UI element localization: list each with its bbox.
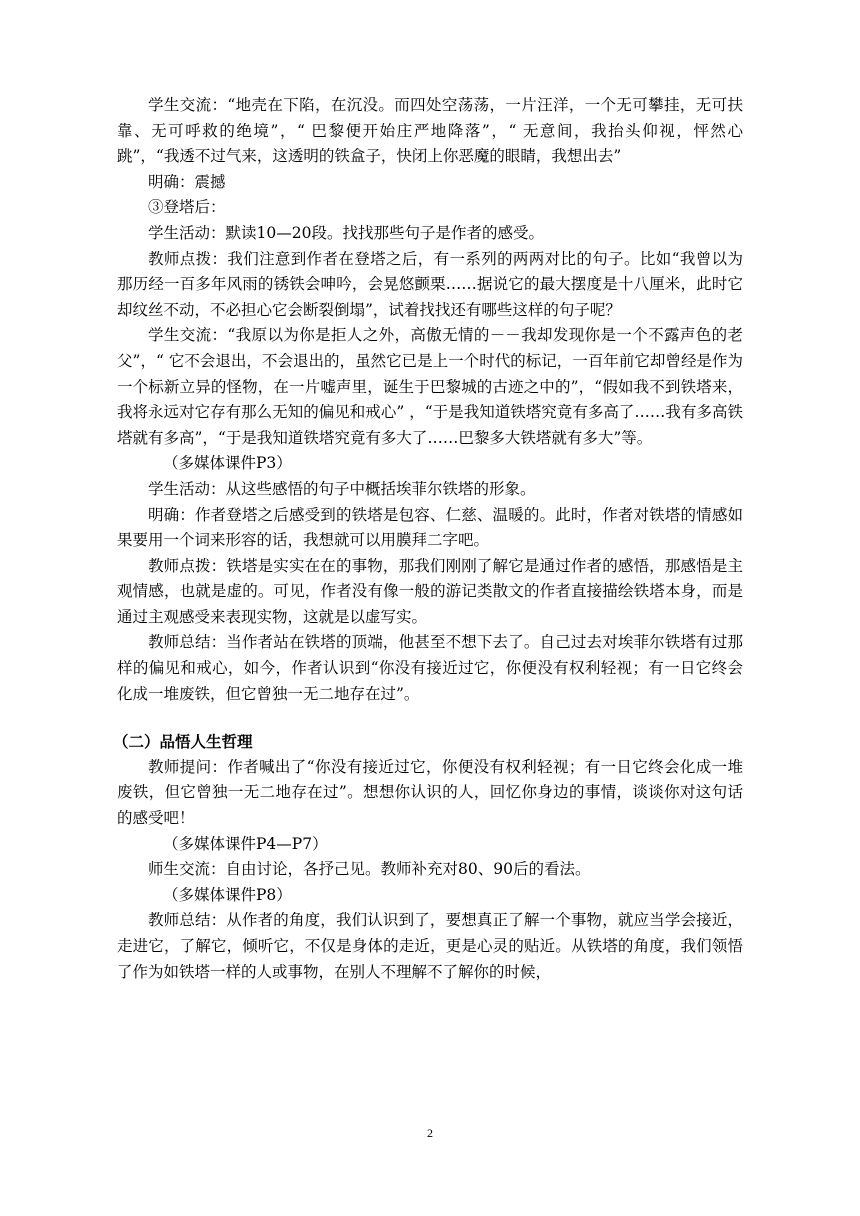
paragraph: 教师总结：从作者的角度，我们认识到了，要想真正了解一个事物，就应当学会接近，走进它，了解它，倾听它，不仅是身体的走近，更是心灵的贴近。从铁塔的角度，我们领悟了作为如铁塔一样的人或事物，在别人不理解不了解你的时候， <box>117 911 743 981</box>
paragraph: （多媒体课件P4—P7） <box>163 834 328 853</box>
paragraph: 学生交流：“地壳在下陷，在沉没。而四处空荡荡，一片汪洋，一个无可攀挂，无可扶靠、无可呼救的绝境”，“ 巴黎便开始庄严地降落”，“ 无意间，我抬头仰视，怦然心跳”，“我透不过气来，这透明的铁盒子，快闭上你恶魔的眼睛，我想出去” <box>117 96 743 166</box>
paragraph: 明确：震撼 <box>148 172 226 191</box>
paragraph: （多媒体课件P8） <box>163 885 292 904</box>
paragraph: 师生交流：自由讨论，各抒己见。教师补充对80、90后的看法。 <box>148 860 591 879</box>
paragraph: 明确：作者登塔之后感受到的铁塔是包容、仁慈、温暖的。此时，作者对铁塔的情感如果要用一个词来形容的话，我想就可以用膜拜二字吧。 <box>117 505 743 550</box>
paragraph: 学生活动：从这些感悟的句子中概括埃菲尔铁塔的形象。 <box>148 479 536 498</box>
section-heading: （二）品悟人生哲理 <box>113 732 253 752</box>
paragraph-group-2 <box>117 755 743 985</box>
paragraph-group-1 <box>117 93 743 707</box>
paragraph: 教师点拨：铁塔是实实在在的事物，那我们刚刚了解它是通过作者的感悟，那感悟是主观情感，也就是虚的。可见，作者没有像一般的游记类散文的作者直接描绘铁塔本身，而是通过主观感受来表现实物，这就是以虚写实。 <box>117 556 743 626</box>
paragraph: （多媒体课件P3） <box>163 454 292 473</box>
paragraph: ③登塔后： <box>148 198 226 217</box>
paragraph: 教师提问：作者喊出了“你没有接近过它，你便没有权利轻视；有一日它终会化成一堆废铁，但它曾独一无二地存在过”。想想你认识的人，回忆你身边的事情，谈谈你对这句话的感受吧！ <box>117 757 743 828</box>
page-number: 2 <box>427 1126 433 1140</box>
paragraph: 教师总结：当作者站在铁塔的顶端，他甚至不想下去了。自己过去对埃菲尔铁塔有过那样的偏见和戒心，如今，作者认识到“你没有接近过它，你便没有权利轻视；有一日它终会化成一堆废铁，但它曾独一无二地存在过”。 <box>117 633 743 703</box>
paragraph: 教师点拨：我们注意到作者在登塔之后，有一系列的两两对比的句子。比如“我曾以为那历经一百多年风雨的锈铁会呻吟，会晃悠颤栗……据说它的最大摆度是十八厘米，此时它却纹丝不动，不必担心它会断裂倒塌”，试着找找还有哪些这样的句子呢？ <box>117 249 743 319</box>
paragraph: 学生活动：默读10—20段。找找那些句子是作者的感受。 <box>148 223 544 242</box>
document-body <box>113 93 743 985</box>
paragraph: 学生交流：“我原以为你是拒人之外，高傲无情的－－我却发现你是一个不露声色的老父”，“ 它不会退出，不会退出的，虽然它已是上一个时代的标记，一百年前它却曾经是作为一个标新立异的怪物，在一片嘘声里，诞生于巴黎城的古迹之中的”，“假如我不到铁塔来，我将永远对它存有那么无知的偏见和戒心” ，“于是我知道铁塔究竟有多高了……我有多高铁塔就有多高”，“于是我知道铁塔究竟有多大了……巴黎多大铁塔就有多大”等。 <box>117 326 743 447</box>
